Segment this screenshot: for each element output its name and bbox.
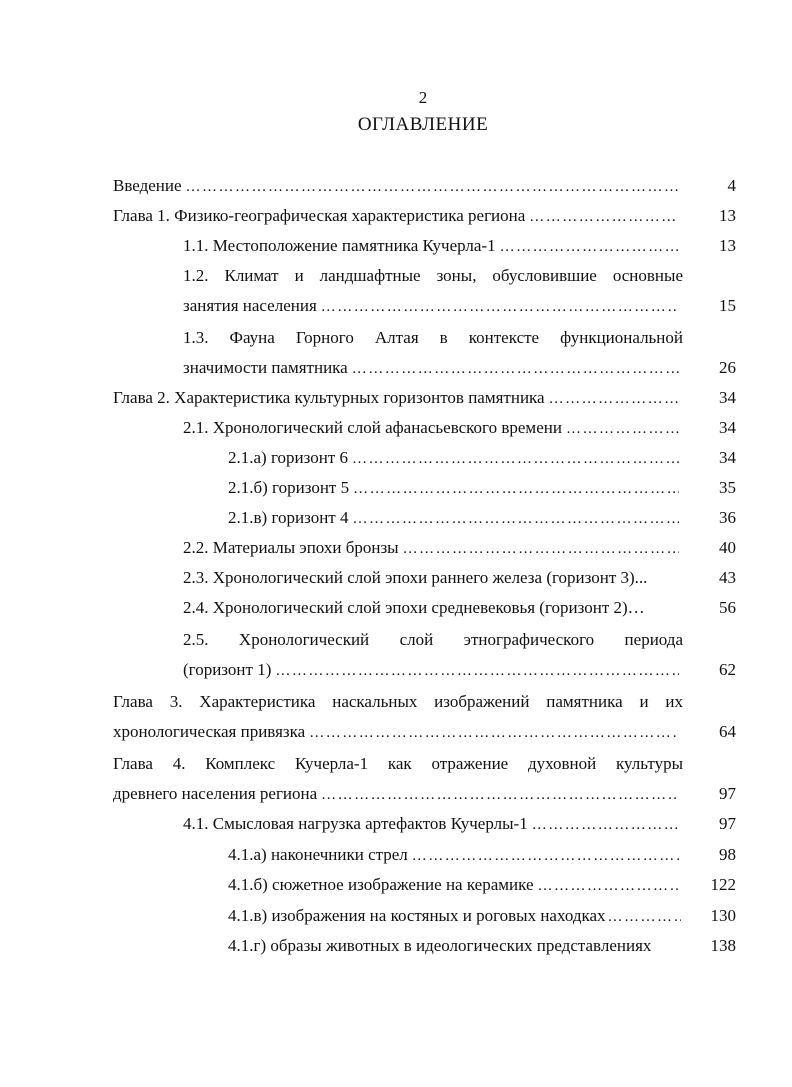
toc-entry-page: 130 bbox=[710, 906, 736, 925]
toc-entry bbox=[183, 660, 683, 680]
toc-entry-line: Глава 4. Комплекс Кучерла-1 как отражение духовной культуры bbox=[113, 754, 683, 773]
dot-leader bbox=[529, 209, 679, 226]
toc-entry-line: 1.2. Климат и ландшафтные зоны, обусловившие основные bbox=[183, 266, 683, 285]
toc-entry-label: 4.1.б) сюжетное изображение на керамике bbox=[228, 875, 534, 894]
toc-entry-label: 4.1.в) изображения на костяных и роговых находках bbox=[228, 906, 606, 925]
toc-entry-page: 56 bbox=[719, 598, 736, 617]
dot-leader bbox=[538, 878, 679, 895]
toc-entry bbox=[228, 478, 683, 498]
dot-leader bbox=[309, 725, 679, 742]
toc-entry bbox=[183, 538, 683, 558]
toc-entry bbox=[183, 358, 683, 378]
toc-entry-page: 98 bbox=[719, 845, 736, 864]
toc-entry-page: 34 bbox=[719, 388, 736, 407]
toc-entry-label: 2.1.в) горизонт 4 bbox=[228, 508, 349, 527]
toc-entry-label: 1.1. Местоположение памятника Кучерла-1 bbox=[183, 236, 496, 255]
toc-entry-label: занятия населения bbox=[183, 296, 317, 315]
dot-leader bbox=[532, 817, 679, 834]
toc-entry bbox=[113, 722, 683, 742]
toc-entry-label: 2.2. Материалы эпохи бронзы bbox=[183, 538, 399, 557]
toc-entry bbox=[113, 388, 683, 408]
toc-entry bbox=[113, 176, 683, 196]
toc-entry-page: 43 bbox=[719, 568, 736, 587]
dot-leader bbox=[403, 541, 679, 558]
dot-leader bbox=[352, 451, 679, 468]
toc-entry-page: 138 bbox=[710, 936, 736, 955]
dot-leader bbox=[353, 481, 679, 498]
toc-entry-label: древнего населения региона bbox=[113, 784, 318, 803]
toc-entry bbox=[228, 875, 683, 895]
toc-entry-label: 2.1.а) горизонт 6 bbox=[228, 448, 348, 467]
dot-leader bbox=[412, 848, 679, 865]
toc-entry bbox=[228, 906, 683, 926]
toc-entry-page: 34 bbox=[719, 448, 736, 467]
dot-leader bbox=[352, 511, 679, 528]
toc-entry-label: 2.1. Хронологический слой афанасьевского времени bbox=[183, 418, 562, 437]
toc-entry-label: 4.1. Смысловая нагрузка артефактов Кучерлы-1 bbox=[183, 814, 528, 833]
toc-entry-label: 2.3. Хронологический слой эпохи раннего железа (горизонт 3)... bbox=[183, 568, 648, 587]
dot-leader bbox=[608, 909, 681, 926]
toc-entry-label: 2.1.б) горизонт 5 bbox=[228, 478, 350, 497]
dot-leader bbox=[566, 421, 679, 438]
page-title: ОГЛАВЛЕНИЕ bbox=[357, 114, 489, 135]
toc-entry bbox=[183, 814, 683, 834]
toc-entry-page: 64 bbox=[719, 722, 736, 741]
toc-entry-page: 122 bbox=[710, 875, 736, 894]
toc-entry-page: 62 bbox=[719, 660, 736, 679]
dot-leader bbox=[549, 391, 679, 408]
dot-leader bbox=[500, 239, 679, 256]
toc-entry-page: 4 bbox=[727, 176, 736, 195]
toc-entry-page: 97 bbox=[719, 784, 736, 803]
toc-entry-page: 15 bbox=[719, 296, 736, 315]
page-number: 2 bbox=[418, 88, 428, 107]
toc-entry-label: 4.1.г) образы животных в идеологических представлениях bbox=[228, 936, 652, 955]
toc-entry bbox=[113, 206, 683, 226]
toc-entry bbox=[183, 418, 683, 438]
toc-entry bbox=[183, 236, 683, 256]
toc-entry-label: 4.1.а) наконечники стрел bbox=[228, 845, 408, 864]
toc-entry bbox=[228, 508, 683, 528]
toc-entry-page: 36 bbox=[719, 508, 736, 527]
toc-entry-line: Глава 3. Характеристика наскальных изображений памятника и их bbox=[113, 692, 683, 711]
toc-entry-label: Введение bbox=[113, 176, 182, 195]
toc-entry-page: 40 bbox=[719, 538, 736, 557]
toc-entry-line: 2.5. Хронологический слой этнографического периода bbox=[183, 630, 683, 649]
dot-leader bbox=[321, 787, 679, 804]
toc-entry-label: (горизонт 1) bbox=[183, 660, 272, 679]
toc-entry-line: 1.3. Фауна Горного Алтая в контексте функциональной bbox=[183, 328, 683, 347]
toc-entry-page: 13 bbox=[719, 206, 736, 225]
toc-entry bbox=[183, 568, 683, 588]
dot-leader bbox=[321, 299, 679, 316]
toc-entry bbox=[113, 784, 683, 804]
toc-entry-label: значимости памятника bbox=[183, 358, 348, 377]
toc-entry bbox=[228, 936, 683, 956]
toc-entry-page: 13 bbox=[719, 236, 736, 255]
dot-leader bbox=[352, 361, 679, 378]
toc-entry-label: Глава 1. Физико-географическая характеристика региона bbox=[113, 206, 526, 225]
dot-leader bbox=[186, 179, 679, 196]
toc-entry bbox=[228, 448, 683, 468]
dot-leader bbox=[275, 663, 679, 680]
toc-entry-label: 2.4. Хронологический слой эпохи средневековья (горизонт 2)… bbox=[183, 598, 645, 617]
toc-entry-page: 35 bbox=[719, 478, 736, 497]
toc-entry bbox=[228, 845, 683, 865]
toc-entry bbox=[183, 296, 683, 316]
toc-entry-page: 26 bbox=[719, 358, 736, 377]
toc-entry-page: 34 bbox=[719, 418, 736, 437]
toc-entry-label: Глава 2. Характеристика культурных горизонтов памятника bbox=[113, 388, 545, 407]
toc-entry bbox=[183, 598, 683, 618]
toc-entry-label: хронологическая привязка bbox=[113, 722, 306, 741]
toc-entry-page: 97 bbox=[719, 814, 736, 833]
